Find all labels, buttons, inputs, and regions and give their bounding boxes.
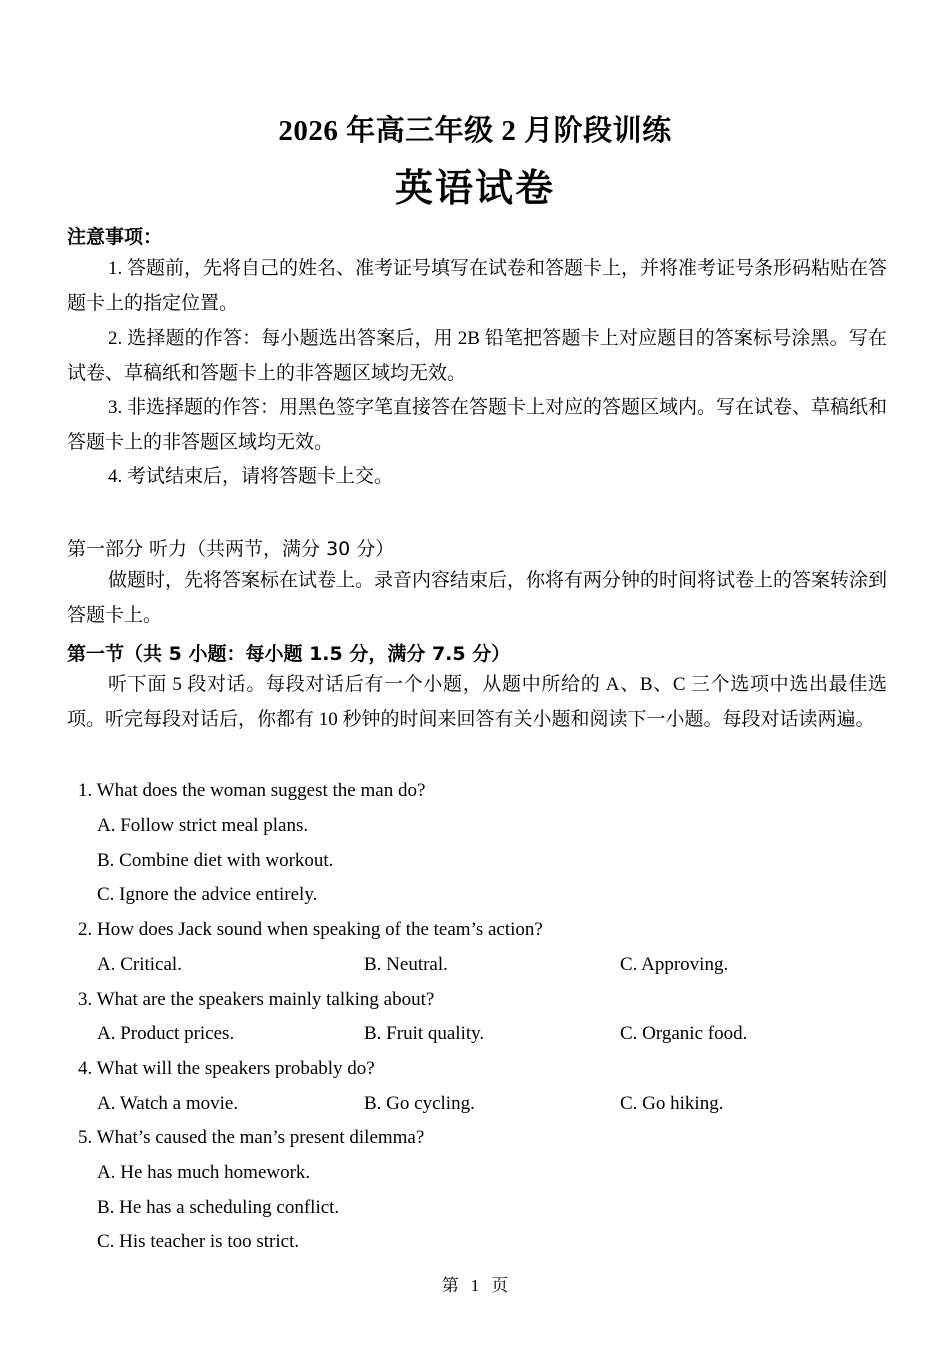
section1-heading: 第一节（共 5 小题：每小题 1.5 分，满分 7.5 分） — [67, 643, 511, 665]
q4-option-c: C. Go hiking. — [620, 1093, 724, 1114]
part1-heading: 第一部分 听力（共两节，满分 30 分） — [67, 538, 395, 560]
exam-title: 2026 年高三年级 2 月阶段训练 — [278, 115, 672, 147]
question-5: 5. What’s caused the man’s present dilemma? — [78, 1127, 425, 1148]
q1-option-a: A. Follow strict meal plans. — [97, 815, 309, 836]
question-3: 3. What are the speakers mainly talking about? — [78, 989, 435, 1010]
part1-intro: 做题时，先将答案标在试卷上。录音内容结束后，你将有两分钟的时间将试卷上的答案转涂到答题卡上。 — [67, 570, 888, 626]
q4-option-b: B. Go cycling. — [364, 1093, 475, 1114]
q2-option-a: A. Critical. — [97, 954, 182, 975]
notice-item-4: 4. 考试结束后，请将答题卡上交。 — [108, 466, 394, 487]
q5-option-c: C. His teacher is too strict. — [97, 1231, 300, 1252]
q5-option-b: B. He has a scheduling conflict. — [97, 1197, 340, 1218]
q3-option-c: C. Organic food. — [620, 1023, 748, 1044]
q5-option-a: A. He has much homework. — [97, 1162, 311, 1183]
footer-prefix: 第 — [441, 1276, 459, 1295]
notice-item-1: 1. 答题前，先将自己的姓名、准考证号填写在试卷和答题卡上，并将准考证号条形码粘贴在答题卡上的指定位置。 — [67, 258, 888, 314]
q1-option-b: B. Combine diet with workout. — [97, 850, 334, 871]
section1-intro: 听下面 5 段对话。每段对话后有一个小题，从题中所给的 A、B、C 三个选项中选出最佳选项。听完每段对话后，你都有 10 秒钟的时间来回答有关小题和阅读下一小题。每段对话读两遍。 — [67, 674, 887, 730]
q1-option-c: C. Ignore the advice entirely. — [97, 884, 318, 905]
question-1: 1. What does the woman suggest the man do? — [78, 780, 426, 801]
page-number: 1 — [470, 1276, 480, 1295]
notice-heading: 注意事项： — [67, 226, 163, 248]
question-2: 2. How does Jack sound when speaking of the team’s action? — [78, 919, 543, 940]
question-4: 4. What will the speakers probably do? — [78, 1058, 375, 1079]
notice-item-3: 3. 非选择题的作答：用黑色签字笔直接答在答题卡上对应的答题区域内。写在试卷、草稿纸和答题卡上的非答题区域均无效。 — [67, 397, 888, 453]
footer-suffix: 页 — [491, 1276, 509, 1295]
q2-option-b: B. Neutral. — [364, 954, 448, 975]
page-footer — [0, 1271, 950, 1296]
exam-subtitle: 英语试卷 — [394, 166, 555, 210]
q3-option-a: A. Product prices. — [97, 1023, 235, 1044]
notice-item-2: 2. 选择题的作答：每小题选出答案后，用 2B 铅笔把答题卡上对应题目的答案标号涂黑。写在试卷、草稿纸和答题卡上的非答题区域均无效。 — [67, 328, 887, 384]
q4-option-a: A. Watch a movie. — [97, 1093, 239, 1114]
q2-option-c: C. Approving. — [620, 954, 729, 975]
q3-option-b: B. Fruit quality. — [364, 1023, 485, 1044]
